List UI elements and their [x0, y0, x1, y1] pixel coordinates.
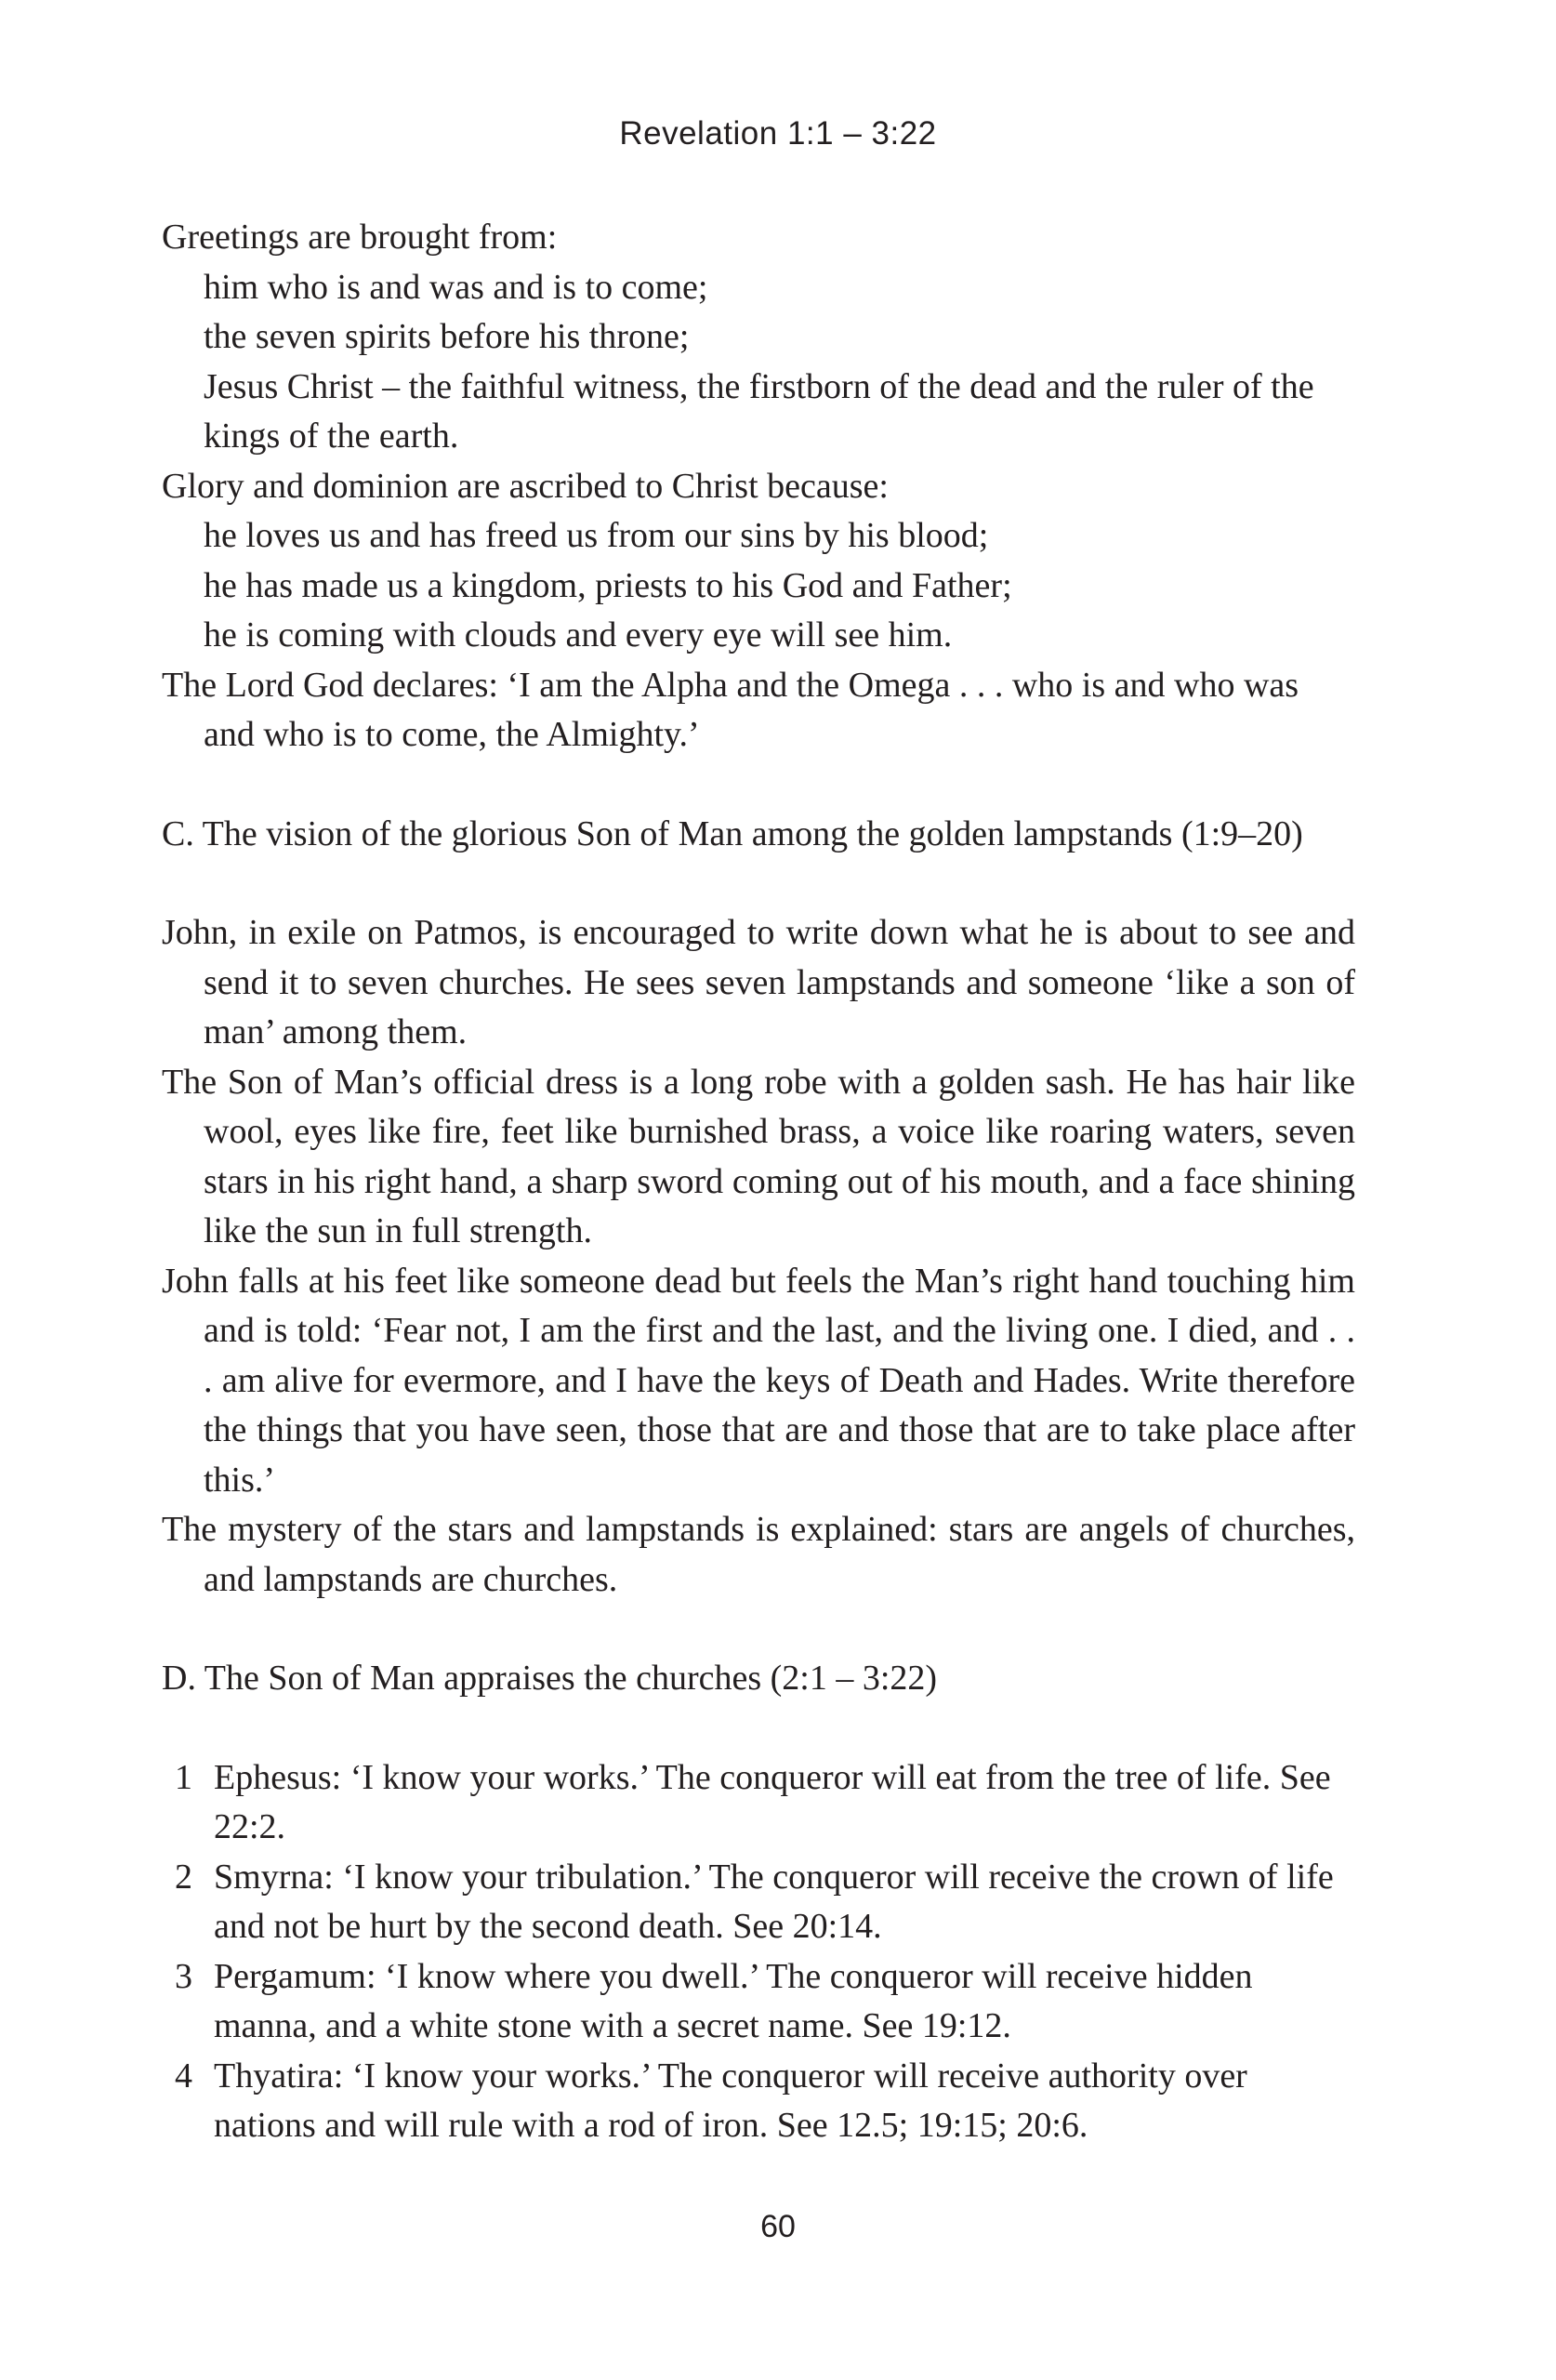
- section-c-paragraph: John falls at his feet like someone dead but feels the Man’s right hand touching him and is told: ‘Fear not, I am the first and the last, and the living one. I died, and . . . am alive for evermore, and I have the keys of Death and Hades. Write therefore the things that you have seen, those that are and those that are to take place after this.’: [162, 1261, 1355, 1500]
- spacer: [162, 859, 1355, 908]
- church-list-item: [162, 2052, 1355, 2151]
- glory-line: he loves us and has freed us from our sins by his blood;: [204, 516, 989, 555]
- greetings-line: the seven spirits before his throne;: [204, 317, 690, 356]
- page-body: [162, 213, 1355, 2151]
- running-head: Revelation 1:1 – 3:22: [619, 115, 937, 152]
- section-c-paragraph: John, in exile on Patmos, is encouraged to write down what he is about to see and send it to seven churches. He sees seven lampstands and someone ‘like a son of man’ among them.: [162, 913, 1355, 1051]
- list-item-text: Smyrna: ‘I know your tribulation.’ The conqueror will receive the crown of life and not be hurt by the second death. See 20:14.: [214, 1857, 1334, 1946]
- church-list-item: [162, 1753, 1355, 1853]
- section-c-paragraph: The mystery of the stars and lampstands is explained: stars are angels of churches, and lampstands are churches.: [162, 1510, 1355, 1599]
- list-item-text: Thyatira: ‘I know your works.’ The conqueror will receive authority over nations and will rule with a rod of iron. See 12.5; 19:15; 20:6.: [214, 2056, 1247, 2145]
- list-number: 2: [175, 1857, 192, 1897]
- list-number: 1: [175, 1757, 192, 1797]
- list-number: 4: [175, 2056, 192, 2096]
- glory-line: he is coming with clouds and every eye will see him.: [204, 615, 953, 654]
- section-d-heading: D. The Son of Man appraises the churches (2:1 – 3:22): [162, 1659, 938, 1698]
- spacer: [162, 1704, 1355, 1753]
- greetings-intro: Greetings are brought from:: [162, 218, 558, 257]
- spacer: [162, 760, 1355, 810]
- spacer: [162, 1605, 1355, 1654]
- page-number: 60: [760, 2209, 796, 2244]
- greetings-line: Jesus Christ – the faithful witness, the firstborn of the dead and the ruler of the kings of the earth.: [204, 366, 1314, 456]
- declaration-paragraph: The Lord God declares: ‘I am the Alpha and the Omega . . . who is and who was and who is to come, the Almighty.’: [162, 665, 1299, 754]
- list-number: 3: [175, 1956, 192, 1996]
- church-list-item: [162, 1952, 1355, 2052]
- greetings-line: him who is and was and is to come;: [204, 267, 708, 307]
- glory-intro: Glory and dominion are ascribed to Christ because:: [162, 466, 889, 506]
- list-item-text: Pergamum: ‘I know where you dwell.’ The conqueror will receive hidden manna, and a white stone with a secret name. See 19:12.: [214, 1956, 1253, 2045]
- section-c-paragraph: The Son of Man’s official dress is a long robe with a golden sash. He has hair like wool, eyes like fire, feet like burnished brass, a voice like roaring waters, seven stars in his right hand, a sharp sword coming out of his mouth, and a face shining like the sun in full strength.: [162, 1062, 1355, 1250]
- church-list-item: [162, 1853, 1355, 1952]
- list-item-text: Ephesus: ‘I know your works.’ The conqueror will eat from the tree of life. See 22:2.: [214, 1757, 1331, 1846]
- glory-line: he has made us a kingdom, priests to his God and Father;: [204, 565, 1012, 605]
- section-c-heading: C. The vision of the glorious Son of Man among the golden lampstands (1:9–20): [162, 813, 1303, 853]
